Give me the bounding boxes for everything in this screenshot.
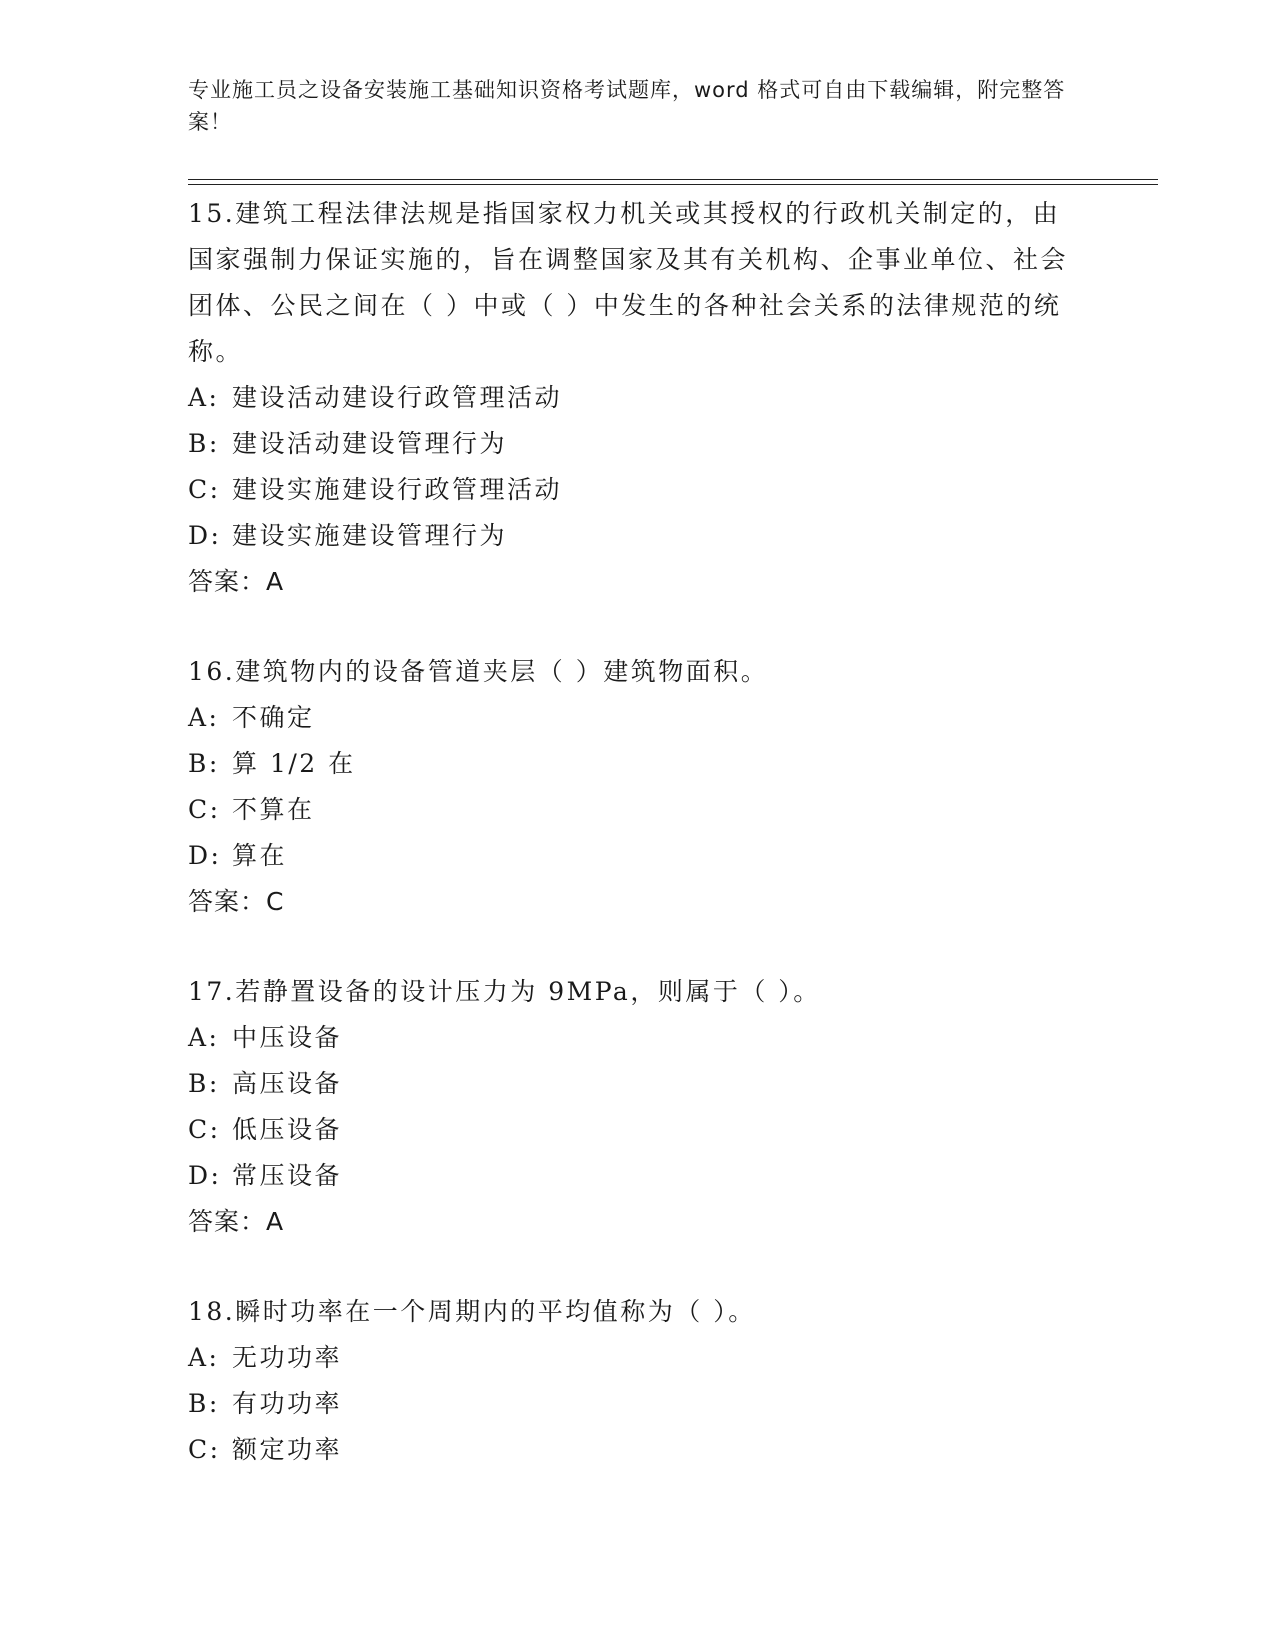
- option-letter: B:: [188, 749, 220, 778]
- option-text: 算在: [232, 841, 288, 870]
- question-15: [188, 191, 1088, 605]
- option-text: 中压设备: [232, 1023, 343, 1052]
- option-b: [188, 1381, 1088, 1427]
- option-d: [188, 833, 1088, 879]
- option-letter: D:: [188, 1161, 222, 1190]
- question-18: [188, 1289, 1088, 1473]
- question-stem: 17.若静置设备的设计压力为 9MPa，则属于（ ）。: [188, 977, 821, 1006]
- option-letter: C:: [188, 795, 221, 824]
- question-stem: 16.建筑物内的设备管道夹层（ ）建筑物面积。: [188, 657, 769, 686]
- document-header: [188, 74, 1088, 138]
- header-text: 专业施工员之设备安装施工基础知识资格考试题库，word 格式可自由下载编辑，附完整答案！: [188, 78, 1066, 134]
- option-c: [188, 1427, 1088, 1473]
- option-text: 常压设备: [232, 1161, 343, 1190]
- header-divider-top: [188, 179, 1158, 180]
- option-c: [188, 467, 1088, 513]
- option-letter: A:: [188, 1023, 220, 1052]
- option-b: [188, 741, 1088, 787]
- option-letter: B:: [188, 1389, 220, 1418]
- option-text: 高压设备: [232, 1069, 343, 1098]
- option-a: [188, 1335, 1088, 1381]
- spacer: [188, 1245, 1088, 1289]
- header-divider-bottom: [188, 184, 1158, 185]
- option-text: 建设实施建设行政管理活动: [232, 475, 563, 504]
- question-17: [188, 969, 1088, 1245]
- option-a: [188, 375, 1088, 421]
- option-text: 额定功率: [232, 1435, 343, 1464]
- option-d: [188, 1153, 1088, 1199]
- option-letter: A:: [188, 383, 220, 412]
- answer-line: 答案：A: [188, 567, 285, 596]
- option-c: [188, 1107, 1088, 1153]
- option-letter: C:: [188, 1435, 221, 1464]
- option-c: [188, 787, 1088, 833]
- option-text: 有功功率: [232, 1389, 343, 1418]
- option-letter: A:: [188, 1343, 220, 1372]
- question-stem: 18.瞬时功率在一个周期内的平均值称为（ ）。: [188, 1297, 756, 1326]
- answer-line: 答案：C: [188, 887, 285, 916]
- option-text: 算 1/2 在: [232, 749, 356, 778]
- option-letter: C:: [188, 1115, 221, 1144]
- option-letter: D:: [188, 521, 222, 550]
- option-d: [188, 513, 1088, 559]
- option-letter: B:: [188, 429, 220, 458]
- option-text: 建设活动建设管理行为: [232, 429, 508, 458]
- question-stem: 15.建筑工程法律法规是指国家权力机关或其授权的行政机关制定的，由国家强制力保证实施的，旨在调整国家及其有关机构、企事业单位、社会团体、公民之间在（ ）中或（ ）中发生的各种社会关系的法律规范的统称。: [188, 199, 1069, 366]
- option-b: [188, 421, 1088, 467]
- option-text: 建设实施建设管理行为: [232, 521, 508, 550]
- option-text: 建设活动建设行政管理活动: [232, 383, 563, 412]
- question-list: [188, 191, 1088, 1473]
- option-text: 低压设备: [232, 1115, 343, 1144]
- answer-line: 答案：A: [188, 1207, 285, 1236]
- option-letter: B:: [188, 1069, 220, 1098]
- option-text: 不算在: [232, 795, 315, 824]
- option-letter: A:: [188, 703, 220, 732]
- spacer: [188, 925, 1088, 969]
- option-b: [188, 1061, 1088, 1107]
- option-letter: D:: [188, 841, 222, 870]
- option-a: [188, 1015, 1088, 1061]
- option-a: [188, 695, 1088, 741]
- question-16: [188, 649, 1088, 925]
- spacer: [188, 605, 1088, 649]
- option-text: 无功功率: [232, 1343, 343, 1372]
- option-letter: C:: [188, 475, 221, 504]
- option-text: 不确定: [232, 703, 315, 732]
